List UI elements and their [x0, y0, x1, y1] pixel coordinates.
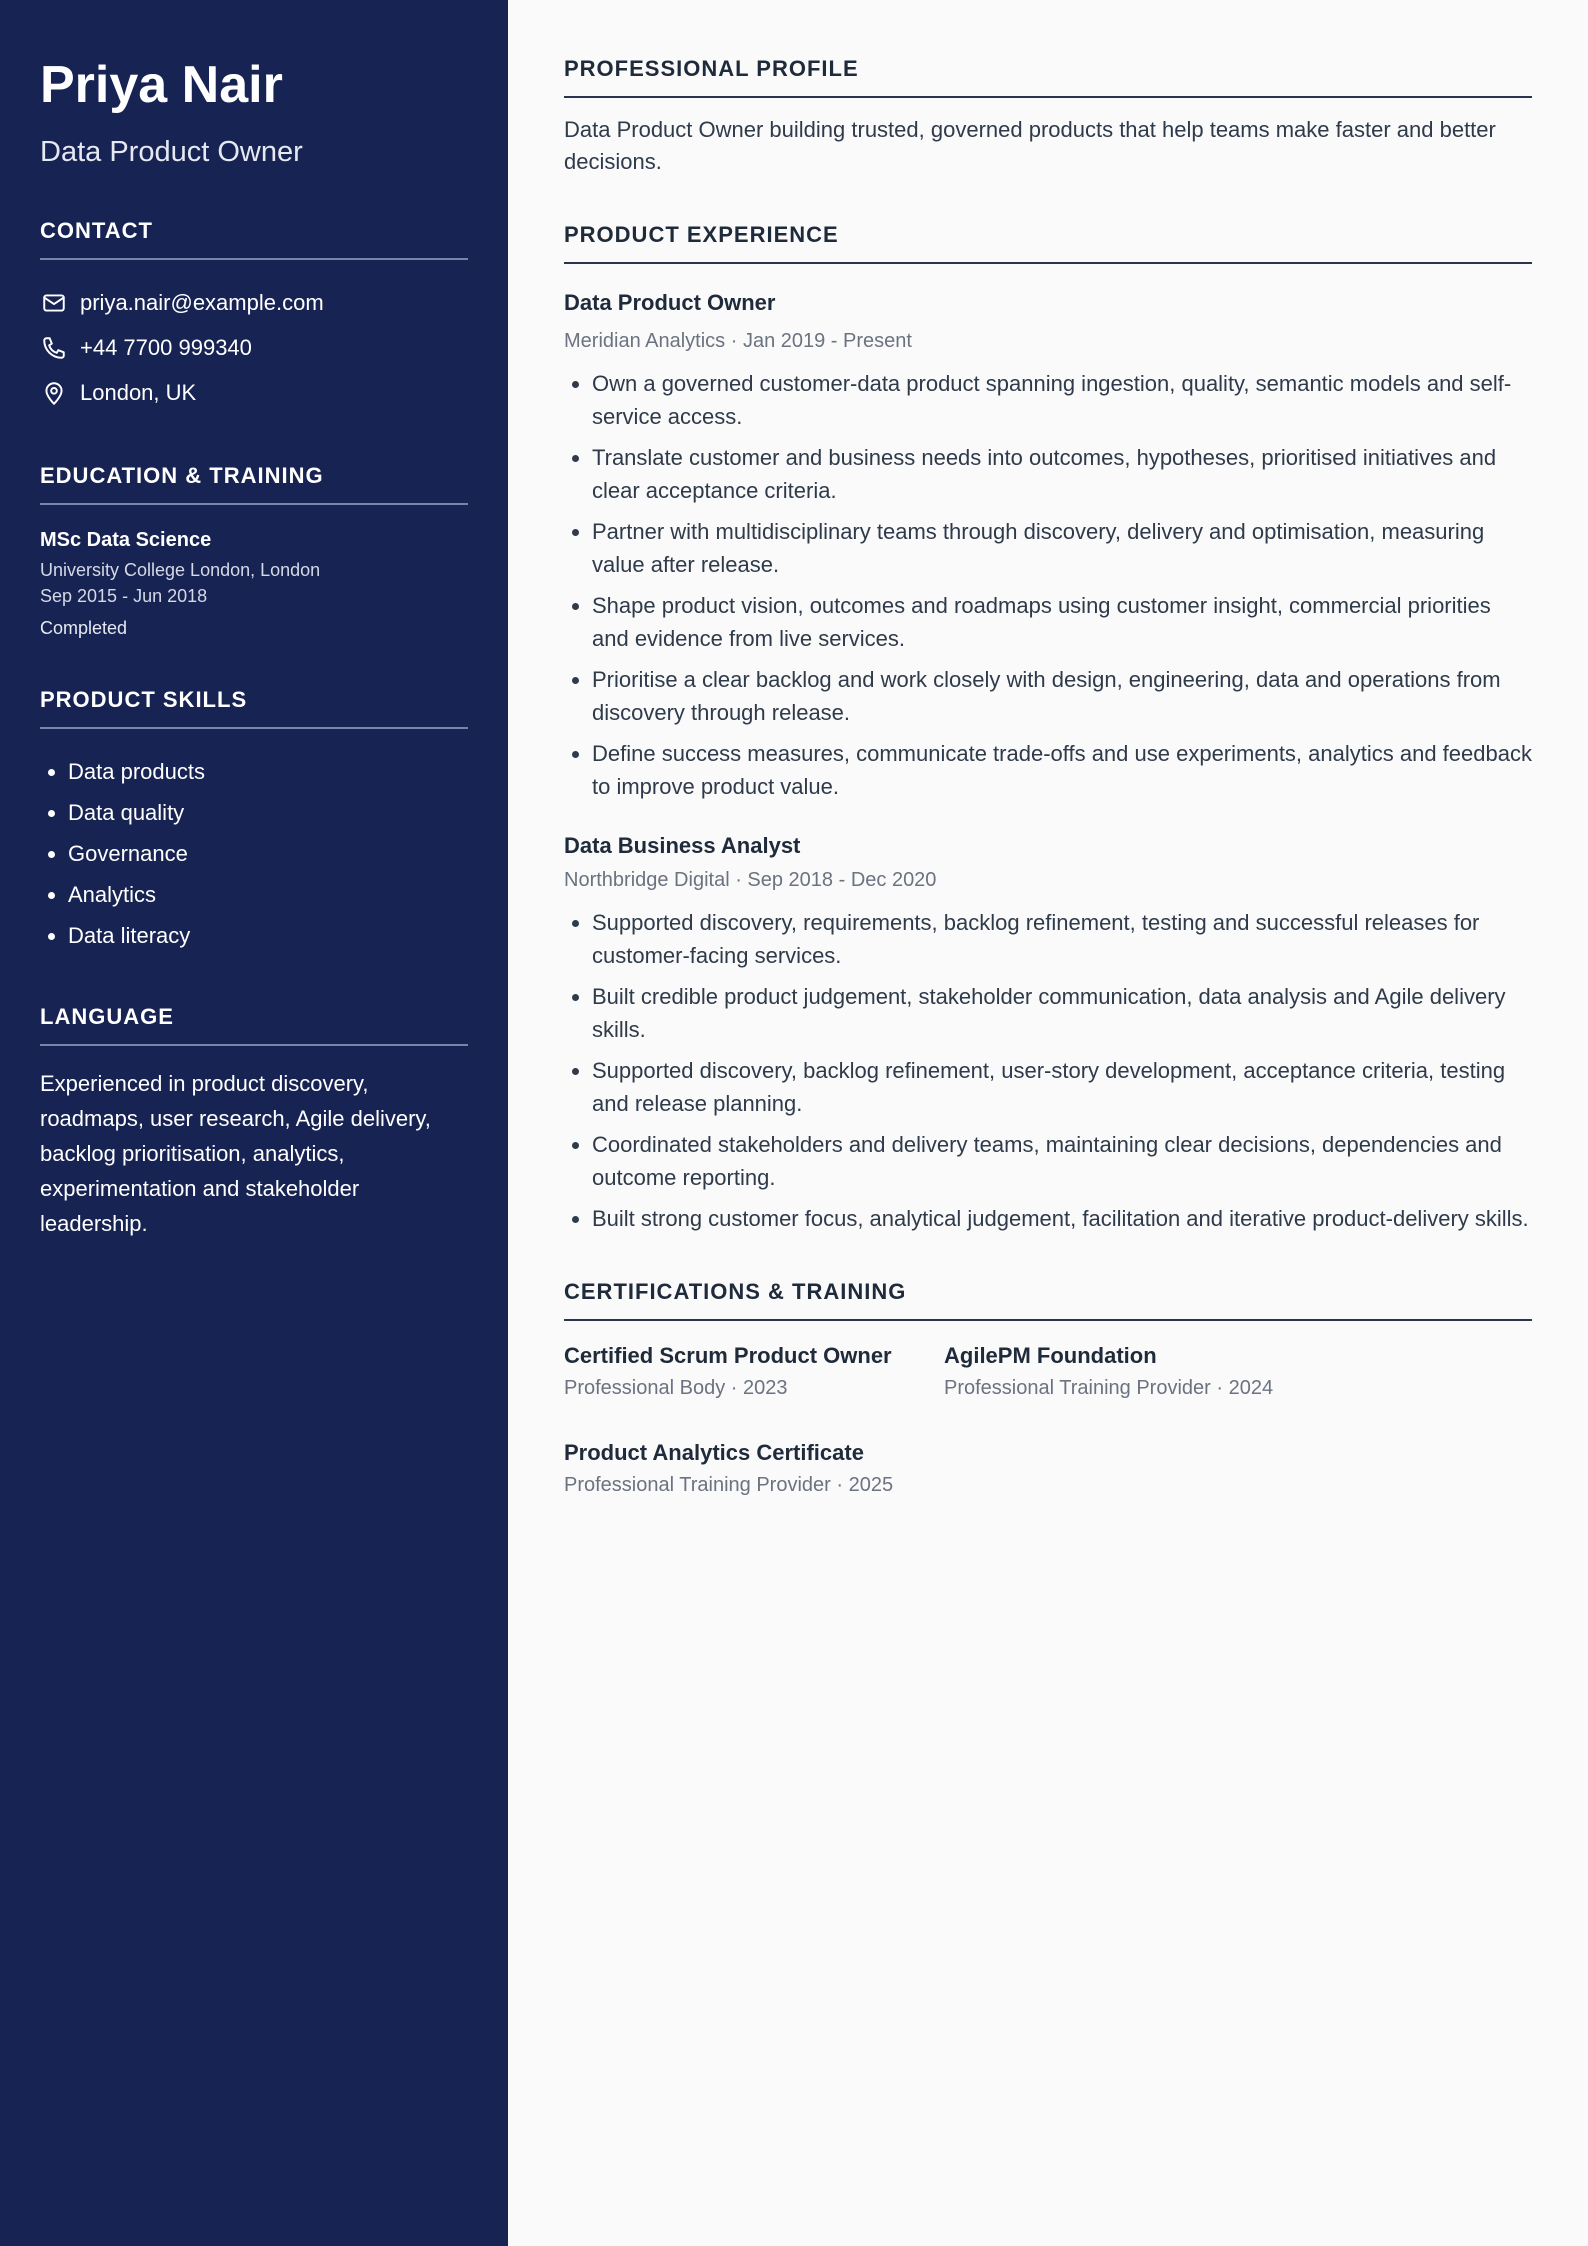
candidate-name: Priya Nair	[40, 56, 283, 114]
job-meta: Meridian Analytics · Jan 2019 - Present	[564, 330, 912, 352]
contact-phone[interactable]	[40, 325, 468, 370]
profile-heading: PROFESSIONAL PROFILE	[564, 56, 1532, 98]
job-bullet: • Translate customer and business needs into outcomes, hypotheses, prioritised initiatives and clear acceptance criteria.	[592, 441, 1532, 507]
certification-meta: Professional Training Provider · 2024	[944, 1377, 1274, 1399]
job-bullets	[564, 906, 1532, 1235]
experience-heading: PRODUCT EXPERIENCE	[564, 222, 1532, 264]
job-bullet: • Partner with multidisciplinary teams through discovery, delivery and optimisation, measuring value after release.	[592, 515, 1532, 581]
language-heading: LANGUAGE	[40, 1004, 468, 1046]
phone-text[interactable]: +44 7700 999340	[80, 334, 252, 360]
contact-list	[40, 280, 468, 415]
certification-meta: Professional Training Provider · 2025	[564, 1474, 894, 1496]
certifications-list	[564, 1343, 1532, 1537]
job-bullets	[564, 367, 1532, 803]
certification-title: Certified Scrum Product Owner	[564, 1343, 892, 1368]
education-heading: EDUCATION & TRAINING	[40, 463, 468, 505]
contact-location	[40, 370, 468, 415]
language-text: Experienced in product discovery, roadmaps, user research, Agile delivery, backlog prioritisation, analytics, experimentation and stakeholder leadership.	[40, 1071, 431, 1236]
job-meta: Northbridge Digital · Sep 2018 - Dec 2020	[564, 869, 937, 891]
certification-title: AgilePM Foundation	[944, 1343, 1157, 1368]
sidebar	[0, 0, 508, 2246]
mail-icon	[40, 289, 68, 317]
skills-list	[40, 751, 468, 956]
certification-title: Product Analytics Certificate	[564, 1440, 864, 1465]
job-title: Data Product Owner	[564, 290, 776, 315]
job-bullet: • Built strong customer focus, analytical judgement, facilitation and iterative product-delivery skills.	[592, 1202, 1532, 1235]
job-bullet: • Coordinated stakeholders and delivery teams, maintaining clear decisions, dependencies and outcome reporting.	[592, 1128, 1532, 1194]
certifications-heading: CERTIFICATIONS & TRAINING	[564, 1279, 1532, 1321]
contact-email[interactable]	[40, 280, 468, 325]
main-content	[508, 0, 1588, 2246]
skill-item: • Data quality	[68, 792, 468, 833]
location-text: London, UK	[80, 379, 197, 405]
job-title: Data Business Analyst	[564, 833, 801, 858]
job-entry	[564, 290, 1532, 803]
skill-item: • Governance	[68, 833, 468, 874]
contact-heading: CONTACT	[40, 218, 468, 260]
skill-item: • Data products	[68, 751, 468, 792]
certification-item	[564, 1343, 944, 1400]
job-bullet: • Prioritise a clear backlog and work closely with design, engineering, data and operations from discovery through release.	[592, 663, 1532, 729]
education-status: Completed	[40, 618, 128, 638]
skills-heading: PRODUCT SKILLS	[40, 687, 468, 729]
skill-item: • Data literacy	[68, 915, 468, 956]
skill-item: • Analytics	[68, 874, 468, 915]
job-entry	[564, 833, 1532, 1235]
education-dates: Sep 2015 - Jun 2018	[40, 586, 208, 606]
job-bullet: • Supported discovery, backlog refinement, user-story development, acceptance criteria, testing and release planning.	[592, 1054, 1532, 1120]
job-bullet: • Define success measures, communicate trade-offs and use experiments, analytics and feedback to improve product value.	[592, 737, 1532, 803]
certification-item	[944, 1343, 1324, 1400]
certification-meta: Professional Body · 2023	[564, 1377, 788, 1399]
email-text[interactable]: priya.nair@example.com	[80, 289, 324, 315]
phone-icon	[40, 334, 68, 362]
candidate-role: Data Product Owner	[40, 136, 303, 168]
certification-item	[564, 1440, 944, 1497]
location-pin-icon	[40, 379, 68, 407]
job-bullet: • Supported discovery, requirements, backlog refinement, testing and successful releases for customer-facing services.	[592, 906, 1532, 972]
education-degree: MSc Data Science	[40, 529, 212, 551]
job-bullet: • Shape product vision, outcomes and roadmaps using customer insight, commercial priorities and evidence from live services.	[592, 589, 1532, 655]
education-institution: University College London, London	[40, 560, 321, 580]
profile-summary: Data Product Owner building trusted, governed products that help teams make faster and better decisions.	[564, 117, 1496, 174]
job-bullet: • Built credible product judgement, stakeholder communication, data analysis and Agile delivery skills.	[592, 980, 1532, 1046]
job-bullet: • Own a governed customer-data product spanning ingestion, quality, semantic models and self-service access.	[592, 367, 1532, 433]
